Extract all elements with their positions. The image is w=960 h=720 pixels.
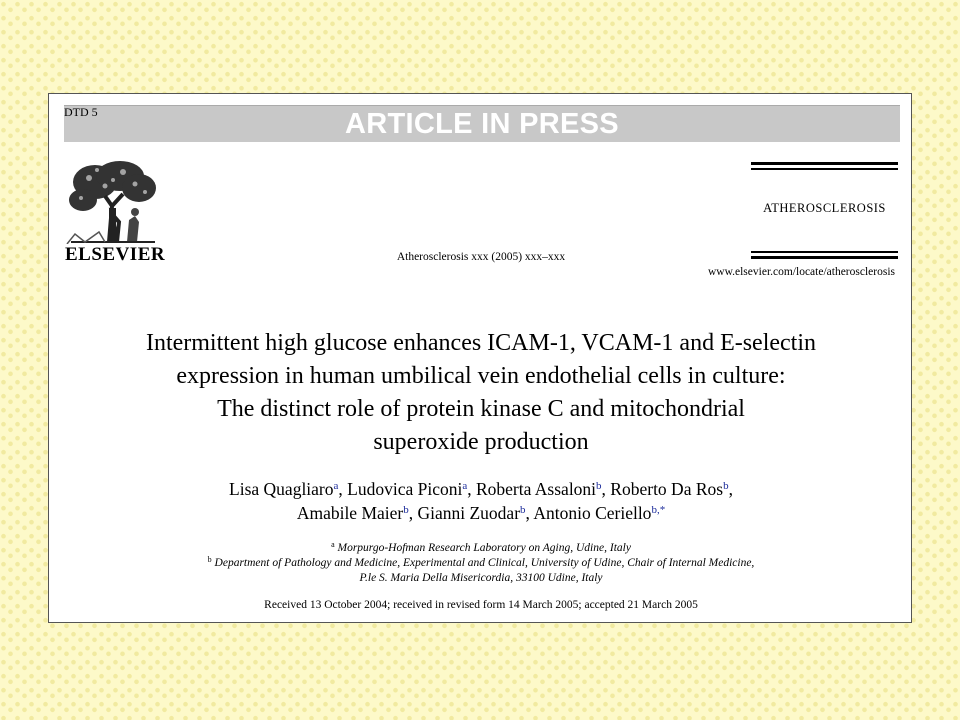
author-name: Roberto Da Ros [610,479,724,499]
journal-rule-top [751,162,898,165]
title-line: Intermittent high glucose enhances ICAM-1, VCAM-1 and E-selectin [145,330,817,356]
author-name: Gianni Zuodar [417,503,521,523]
elsevier-tree-logo-icon [65,160,160,244]
affiliation-item [69,556,893,571]
affiliation-mark[interactable]: b,* [651,504,666,516]
title-line: The distinct role of protein kinase C and mitochondrial [217,396,745,422]
author-separator: , [728,479,733,499]
author-line [69,477,893,501]
affiliation-mark[interactable]: b [596,480,602,492]
affiliation-mark[interactable]: b [403,504,409,516]
journal-rule-bottom [751,256,898,259]
affiliation-mark[interactable]: a [333,480,339,492]
banner-text: ARTICLE IN PRESS [345,108,619,140]
author-separator: , [601,479,611,499]
title-line: superoxide production [373,429,589,455]
journal-rule-top-thin [751,168,898,170]
affiliation-item [69,571,893,586]
affiliation-text: Morpurgo-Hofman Research Laboratory on Aging, Udine, Italy [337,542,631,554]
affiliation-mark[interactable]: b [723,480,729,492]
title-line: expression in human umbilical vein endothelial cells in culture: [176,363,786,389]
author-line [69,501,893,525]
author-name: Ludovica Piconi [347,479,463,499]
article-page [48,93,912,623]
journal-url[interactable]: www.elsevier.com/locate/atherosclerosis [707,266,895,278]
affiliation-item [69,541,893,556]
affiliation-mark[interactable]: a [462,480,468,492]
author-list [69,477,893,525]
author-separator: , [338,479,348,499]
publisher-name: ELSEVIER [65,244,166,265]
author-name: Lisa Quagliaro [229,479,334,499]
article-title [69,327,893,459]
author-name: Antonio Ceriello [533,503,652,523]
affiliation-item-mark: b [207,555,212,564]
affiliation-list [69,541,893,586]
affiliation-text: P.le S. Maria Della Misericordia, 33100 Udine, Italy [359,572,603,584]
author-separator: , [525,503,534,523]
author-name: Roberta Assaloni [475,479,597,499]
affiliation-mark[interactable]: b [520,504,526,516]
article-in-press-banner [64,105,900,142]
journal-rule-bottom-thin [751,251,898,253]
author-name: Amabile Maier [296,503,404,523]
dtd-label: DTD 5 [64,105,98,119]
author-separator: , [408,503,418,523]
affiliation-text: Department of Pathology and Medicine, Experimental and Clinical, University of Udine, Chair of Internal Medicine, [214,557,755,569]
received-dates: Received 13 October 2004; received in revised form 14 March 2005; accepted 21 March 2005 [264,599,698,611]
journal-name: ATHEROSCLEROSIS [763,201,886,215]
author-separator: , [467,479,476,499]
affiliation-item-mark: a [331,540,335,549]
journal-reference: Atherosclerosis xxx (2005) xxx–xxx [396,251,566,263]
